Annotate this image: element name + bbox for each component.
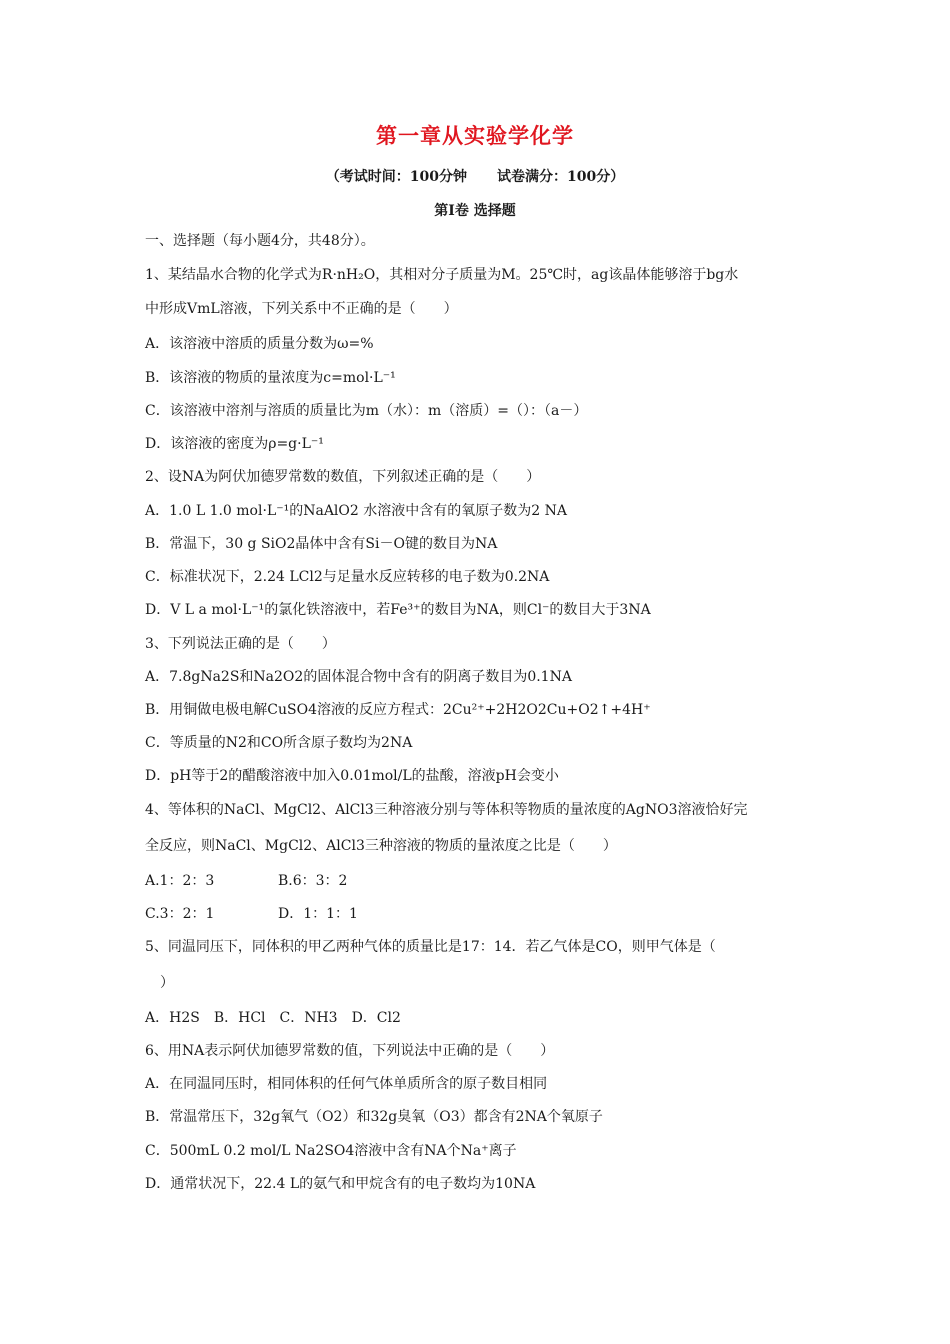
q3-option-d: D．pH等于2的醋酸溶液中加入0.01mol/L的盐酸，溶液pH会变小 bbox=[145, 768, 559, 784]
q1-option-a: A．该溶液中溶质的质量分数为ω=% bbox=[145, 336, 374, 352]
q4-stem-line2: 全反应，则NaCl、MgCl2、AlCl3三种溶液的物质的量浓度之比是（ ） bbox=[145, 838, 617, 854]
q6-option-c: C．500mL 0.2 mol/L Na2SO4溶液中含有NA个Na⁺离子 bbox=[145, 1143, 517, 1159]
q5-options: A．H2S B．HCl C．NH3 D．Cl2 bbox=[145, 1010, 401, 1026]
q3-option-a: A．7.8gNa2S和Na2O2的固体混合物中含有的阴离子数目为0.1NA bbox=[145, 669, 572, 685]
q6-option-a: A．在同温同压时，相同体积的任何气体单质所含的原子数目相同 bbox=[145, 1076, 548, 1092]
q1-stem-line1: 1、某结晶水合物的化学式为R·nH₂O，其相对分子质量为M。25℃时，ag该晶体能够溶于bg水 bbox=[145, 267, 739, 283]
q4-stem-line1: 4、等体积的NaCl、MgCl2、AlCl3三种溶液分别与等体积等物质的量浓度的AgNO3溶液恰好完 bbox=[145, 802, 748, 818]
q2-option-b: B．常温下，30 g SiO2晶体中含有Si－O键的数目为NA bbox=[145, 536, 498, 552]
q4-option-d: D．1：1：1 bbox=[278, 906, 358, 922]
q1-stem-line2: 中形成VmL溶液，下列关系中不正确的是（ ） bbox=[145, 301, 458, 317]
q2-stem: 2、设NA为阿伏加德罗常数的数值，下列叙述正确的是（ ） bbox=[145, 469, 541, 485]
q2-option-a: A．1.0 L 1.0 mol·L⁻¹的NaAlO2 水溶液中含有的氧原子数为2 NA bbox=[145, 503, 567, 519]
exam-score: 试卷满分：100分） bbox=[497, 169, 625, 185]
q5-stem-line2: ） bbox=[160, 975, 174, 991]
q5-stem-line1: 5、同温同压下，同体积的甲乙两种气体的质量比是17：14．若乙气体是CO，则甲气体是（ bbox=[145, 939, 716, 955]
q3-option-b: B．用铜做电极电解CuSO4溶液的反应方程式：2Cu²⁺+2H2O2Cu+O2↑+4H⁺ bbox=[145, 702, 651, 718]
exam-info bbox=[0, 166, 950, 186]
q6-option-d: D．通常状况下，22.4 L的氨气和甲烷含有的电子数均为10NA bbox=[145, 1176, 536, 1192]
q1-option-c: C．该溶液中溶剂与溶质的质量比为m（水）：m（溶质）=（）：（a－） bbox=[145, 403, 588, 419]
q1-option-d: D．该溶液的密度为ρ=g·L⁻¹ bbox=[145, 436, 324, 452]
part-heading: 一、选择题（每小题4分，共48分）。 bbox=[145, 233, 375, 249]
q2-option-d: D．V L a mol·L⁻¹的氯化铁溶液中，若Fe³⁺的数目为NA，则Cl⁻的数目大于3NA bbox=[145, 602, 651, 618]
q6-stem: 6、用NA表示阿伏加德罗常数的值，下列说法中正确的是（ ） bbox=[145, 1043, 555, 1059]
q3-stem: 3、下列说法正确的是（ ） bbox=[145, 636, 336, 652]
q6-option-b: B．常温常压下，32g氧气（O2）和32g臭氧（O3）都含有2NA个氧原子 bbox=[145, 1109, 603, 1125]
section-title: 第Ⅰ卷 选择题 bbox=[434, 203, 516, 219]
page-title: 第一章从实验学化学 bbox=[376, 123, 574, 148]
q4-option-c: C.3：2：1 bbox=[145, 906, 215, 922]
q1-option-b: B．该溶液的物质的量浓度为c=mol·L⁻¹ bbox=[145, 370, 396, 386]
exam-time: （考试时间：100分钟 bbox=[325, 169, 467, 185]
q4-option-b: B.6：3：2 bbox=[278, 873, 348, 889]
q2-option-c: C．标准状况下，2.24 LCl2与足量水反应转移的电子数为0.2NA bbox=[145, 569, 550, 585]
q3-option-c: C．等质量的N2和CO所含原子数均为2NA bbox=[145, 735, 413, 751]
q4-option-a: A.1：2：3 bbox=[145, 873, 215, 889]
